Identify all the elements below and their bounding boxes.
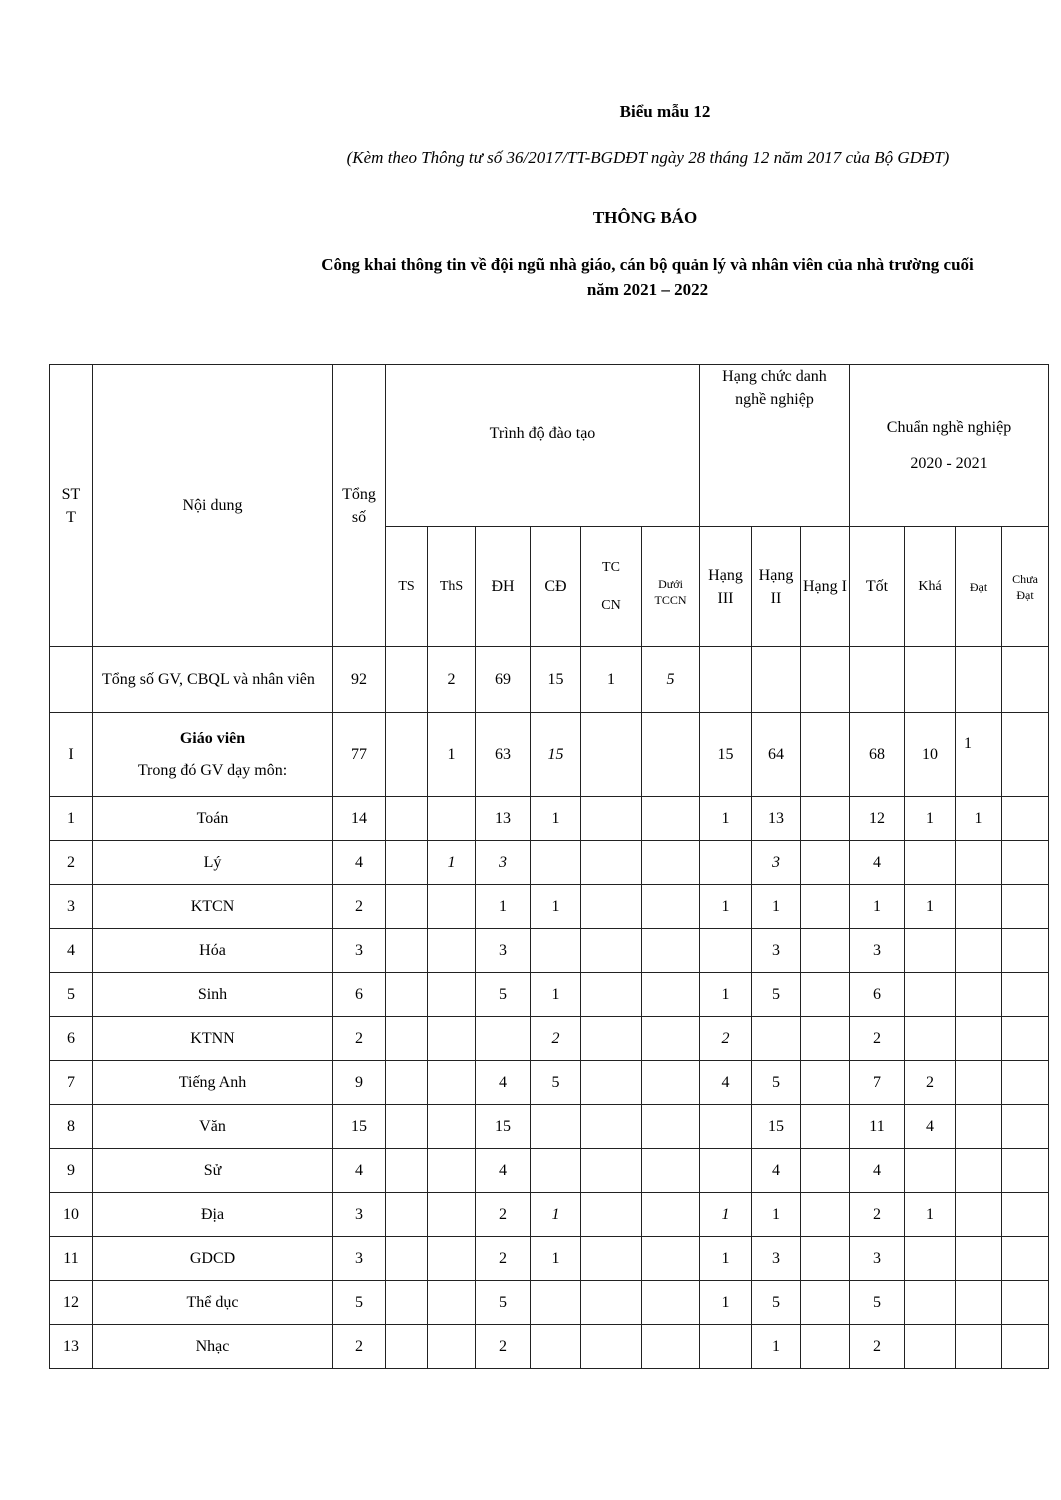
- cell-name: Địa: [93, 1193, 333, 1237]
- cell-ts: [386, 929, 428, 973]
- cell-rank2: 4: [752, 1149, 801, 1193]
- cell-fair: 4: [905, 1105, 956, 1149]
- cell-total: 9: [333, 1061, 386, 1105]
- cell-rank2: 13: [752, 797, 801, 841]
- cell-fail: [1002, 1281, 1049, 1325]
- cell-below: [642, 1193, 700, 1237]
- header-fair: Khá: [905, 527, 956, 647]
- header-standard-label: Chuẩn nghề nghiệp: [886, 418, 1012, 436]
- cell-tccn: [581, 1017, 642, 1061]
- cell-ths: [428, 1281, 476, 1325]
- subject-row: [50, 973, 1049, 1017]
- cell-pass: [956, 1149, 1002, 1193]
- cell-fair: 1: [905, 885, 956, 929]
- cell-name: Sinh: [93, 973, 333, 1017]
- cell-ts: [386, 1281, 428, 1325]
- cell-dh: 2: [476, 1237, 531, 1281]
- cell-below: [642, 1149, 700, 1193]
- cell-fail: [1002, 1325, 1049, 1369]
- cell-rank3: 1: [700, 1193, 752, 1237]
- cell-tccn: [581, 1237, 642, 1281]
- cell-ths: [428, 1325, 476, 1369]
- cell-fair: [905, 1325, 956, 1369]
- cell-dh: 5: [476, 973, 531, 1017]
- teachers-fail: [1002, 713, 1049, 797]
- cell-stt: 2: [50, 841, 93, 885]
- cell-tccn: [581, 1325, 642, 1369]
- teachers-fair: 10: [905, 713, 956, 797]
- cell-dh: 13: [476, 797, 531, 841]
- cell-cd: 1: [531, 1193, 581, 1237]
- cell-below: [642, 797, 700, 841]
- cell-good: 3: [850, 929, 905, 973]
- cell-good: 2: [850, 1017, 905, 1061]
- teachers-tccn: [581, 713, 642, 797]
- cell-good: 12: [850, 797, 905, 841]
- cell-ths: [428, 1149, 476, 1193]
- header-dh: ĐH: [476, 527, 531, 647]
- cell-tccn: [581, 1149, 642, 1193]
- cell-total: 2: [333, 1017, 386, 1061]
- header-stt: ST T: [50, 365, 93, 647]
- summary-row: [50, 647, 1049, 713]
- cell-dh: 15: [476, 1105, 531, 1149]
- cell-good: 2: [850, 1325, 905, 1369]
- cell-rank2: 5: [752, 1281, 801, 1325]
- cell-fail: [1002, 1105, 1049, 1149]
- summary-tccn: 1: [581, 647, 642, 713]
- header-fail: Chưa Đạt: [1002, 527, 1049, 647]
- cell-fair: [905, 973, 956, 1017]
- header-below-tccn: Dưới TCCN: [642, 527, 700, 647]
- cell-tccn: [581, 1105, 642, 1149]
- cell-rank3: 4: [700, 1061, 752, 1105]
- cell-pass: [956, 1325, 1002, 1369]
- cell-ths: [428, 1017, 476, 1061]
- cell-name: KTCN: [93, 885, 333, 929]
- cell-below: [642, 1237, 700, 1281]
- cell-stt: 13: [50, 1325, 93, 1369]
- header-professional-standard: [850, 365, 1049, 527]
- cell-dh: 4: [476, 1149, 531, 1193]
- cell-pass: [956, 1061, 1002, 1105]
- cell-fair: [905, 929, 956, 973]
- cell-total: 4: [333, 841, 386, 885]
- cell-rank2: 1: [752, 885, 801, 929]
- summary-ts: [386, 647, 428, 713]
- cell-ts: [386, 1017, 428, 1061]
- cell-good: 6: [850, 973, 905, 1017]
- summary-rank1: [801, 647, 850, 713]
- form-title: Biểu mẫu 12: [619, 102, 711, 121]
- teachers-rank2: 64: [752, 713, 801, 797]
- cell-rank3: [700, 1325, 752, 1369]
- cell-fail: [1002, 885, 1049, 929]
- cell-ts: [386, 885, 428, 929]
- teachers-cd: 15: [531, 713, 581, 797]
- cell-good: 3: [850, 1237, 905, 1281]
- teachers-good: 68: [850, 713, 905, 797]
- cell-pass: [956, 1105, 1002, 1149]
- cell-cd: 1: [531, 885, 581, 929]
- cell-stt: 8: [50, 1105, 93, 1149]
- header-rank3: Hạng III: [700, 527, 752, 647]
- cell-fail: [1002, 1237, 1049, 1281]
- staff-table: [49, 364, 1049, 1369]
- cell-total: 4: [333, 1149, 386, 1193]
- cell-rank3: [700, 1149, 752, 1193]
- cell-pass: [956, 1237, 1002, 1281]
- cell-rank1: [801, 841, 850, 885]
- cell-name: Văn: [93, 1105, 333, 1149]
- teachers-rank1: [801, 713, 850, 797]
- subject-row: [50, 797, 1049, 841]
- cell-rank1: [801, 885, 850, 929]
- cell-stt: 4: [50, 929, 93, 973]
- teachers-dh: 63: [476, 713, 531, 797]
- cell-rank2: 5: [752, 973, 801, 1017]
- cell-below: [642, 929, 700, 973]
- cell-rank1: [801, 1149, 850, 1193]
- cell-fair: [905, 1237, 956, 1281]
- summary-ths: 2: [428, 647, 476, 713]
- cell-pass: [956, 973, 1002, 1017]
- header-tccn-top: TC: [602, 559, 620, 575]
- cell-ths: [428, 1237, 476, 1281]
- summary-cd: 15: [531, 647, 581, 713]
- teachers-rank3: 15: [700, 713, 752, 797]
- cell-name: Tiếng Anh: [93, 1061, 333, 1105]
- cell-rank3: 1: [700, 1237, 752, 1281]
- cell-below: [642, 1325, 700, 1369]
- cell-ths: 1: [428, 841, 476, 885]
- summary-stt: [50, 647, 93, 713]
- cell-ts: [386, 1325, 428, 1369]
- cell-dh: [476, 1017, 531, 1061]
- header-ts: TS: [386, 527, 428, 647]
- subject-row: [50, 1193, 1049, 1237]
- cell-stt: 6: [50, 1017, 93, 1061]
- cell-fail: [1002, 1193, 1049, 1237]
- cell-tccn: [581, 885, 642, 929]
- summary-rank2: [752, 647, 801, 713]
- header-professional-rank: Hạng chức danh nghề nghiệp: [700, 365, 850, 527]
- cell-ths: [428, 1193, 476, 1237]
- header-pass: Đạt: [956, 527, 1002, 647]
- cell-rank1: [801, 1237, 850, 1281]
- cell-cd: [531, 1281, 581, 1325]
- cell-cd: 1: [531, 797, 581, 841]
- cell-rank1: [801, 1281, 850, 1325]
- summary-below-tccn: 5: [642, 647, 700, 713]
- header-good: Tốt: [850, 527, 905, 647]
- cell-fair: 1: [905, 1193, 956, 1237]
- cell-ts: [386, 841, 428, 885]
- cell-stt: 11: [50, 1237, 93, 1281]
- cell-dh: 5: [476, 1281, 531, 1325]
- cell-dh: 2: [476, 1193, 531, 1237]
- cell-rank1: [801, 1017, 850, 1061]
- cell-tccn: [581, 1281, 642, 1325]
- subject-row: [50, 1149, 1049, 1193]
- subject-row: [50, 1105, 1049, 1149]
- cell-fair: [905, 1281, 956, 1325]
- cell-pass: 1: [956, 797, 1002, 841]
- cell-good: 5: [850, 1281, 905, 1325]
- header-rank1: Hạng I: [801, 527, 850, 647]
- summary-total: 92: [333, 647, 386, 713]
- cell-ts: [386, 1237, 428, 1281]
- cell-name: Hóa: [93, 929, 333, 973]
- cell-fail: [1002, 797, 1049, 841]
- cell-rank1: [801, 929, 850, 973]
- cell-rank1: [801, 973, 850, 1017]
- cell-rank1: [801, 1061, 850, 1105]
- teachers-cell: [93, 713, 333, 797]
- header-standard-year: 2020 - 2021: [910, 454, 988, 472]
- cell-name: GDCD: [93, 1237, 333, 1281]
- cell-pass: [956, 1017, 1002, 1061]
- cell-ths: [428, 973, 476, 1017]
- cell-ths: [428, 1061, 476, 1105]
- cell-good: 1: [850, 885, 905, 929]
- summary-pass: [956, 647, 1002, 713]
- cell-name: Lý: [93, 841, 333, 885]
- cell-tccn: [581, 797, 642, 841]
- cell-below: [642, 1061, 700, 1105]
- header-cd: CĐ: [531, 527, 581, 647]
- cell-stt: 5: [50, 973, 93, 1017]
- cell-stt: 12: [50, 1281, 93, 1325]
- cell-cd: [531, 841, 581, 885]
- summary-dh: 69: [476, 647, 531, 713]
- cell-cd: [531, 1105, 581, 1149]
- teachers-stt: I: [50, 713, 93, 797]
- cell-rank2: 1: [752, 1325, 801, 1369]
- header-total: Tổng số: [333, 365, 386, 647]
- subject-row: [50, 1237, 1049, 1281]
- cell-rank1: [801, 1325, 850, 1369]
- cell-rank3: 1: [700, 797, 752, 841]
- header-rank2: Hạng II: [752, 527, 801, 647]
- cell-good: 7: [850, 1061, 905, 1105]
- cell-rank3: 2: [700, 1017, 752, 1061]
- header-tccn-bottom: CN: [601, 597, 621, 613]
- cell-fair: 2: [905, 1061, 956, 1105]
- cell-tccn: [581, 1061, 642, 1105]
- cell-rank3: 1: [700, 973, 752, 1017]
- cell-stt: 3: [50, 885, 93, 929]
- cell-cd: 5: [531, 1061, 581, 1105]
- cell-rank2: 3: [752, 1237, 801, 1281]
- cell-below: [642, 973, 700, 1017]
- cell-name: Toán: [93, 797, 333, 841]
- subject-row: [50, 1281, 1049, 1325]
- cell-rank1: [801, 797, 850, 841]
- cell-total: 5: [333, 1281, 386, 1325]
- cell-good: 4: [850, 841, 905, 885]
- cell-below: [642, 885, 700, 929]
- cell-dh: 3: [476, 841, 531, 885]
- cell-fail: [1002, 1061, 1049, 1105]
- cell-rank3: [700, 1105, 752, 1149]
- cell-name: Nhạc: [93, 1325, 333, 1369]
- cell-total: 3: [333, 1193, 386, 1237]
- cell-rank2: 3: [752, 929, 801, 973]
- cell-stt: 1: [50, 797, 93, 841]
- notice-title: THÔNG BÁO: [592, 208, 698, 227]
- cell-total: 2: [333, 885, 386, 929]
- cell-pass: [956, 841, 1002, 885]
- cell-pass: [956, 885, 1002, 929]
- cell-fair: 1: [905, 797, 956, 841]
- cell-ts: [386, 1149, 428, 1193]
- subject-row: [50, 929, 1049, 973]
- cell-rank2: 5: [752, 1061, 801, 1105]
- cell-rank2: [752, 1017, 801, 1061]
- teachers-ts: [386, 713, 428, 797]
- notice-description: Công khai thông tin về đội ngũ nhà giáo, cán bộ quản lý và nhân viên của nhà trường cuối năm 2021 – 2022: [321, 255, 974, 299]
- cell-rank3: 1: [700, 885, 752, 929]
- summary-name: Tổng số GV, CBQL và nhân viên: [93, 647, 333, 713]
- cell-rank3: [700, 929, 752, 973]
- cell-total: 14: [333, 797, 386, 841]
- cell-below: [642, 841, 700, 885]
- cell-total: 15: [333, 1105, 386, 1149]
- cell-ts: [386, 1193, 428, 1237]
- cell-good: 4: [850, 1149, 905, 1193]
- cell-dh: 4: [476, 1061, 531, 1105]
- cell-fair: [905, 841, 956, 885]
- subject-row: [50, 885, 1049, 929]
- cell-tccn: [581, 1193, 642, 1237]
- cell-ts: [386, 1061, 428, 1105]
- cell-stt: 10: [50, 1193, 93, 1237]
- cell-cd: [531, 929, 581, 973]
- cell-pass: [956, 1281, 1002, 1325]
- header-training-level: Trình độ đào tạo: [386, 365, 700, 527]
- teachers-ths: 1: [428, 713, 476, 797]
- cell-cd: 2: [531, 1017, 581, 1061]
- cell-rank1: [801, 1105, 850, 1149]
- cell-fair: [905, 1149, 956, 1193]
- subject-row: [50, 841, 1049, 885]
- cell-name: KTNN: [93, 1017, 333, 1061]
- header-tccn: [581, 527, 642, 647]
- cell-cd: 1: [531, 1237, 581, 1281]
- cell-tccn: [581, 841, 642, 885]
- cell-below: [642, 1017, 700, 1061]
- cell-ths: [428, 1105, 476, 1149]
- cell-tccn: [581, 929, 642, 973]
- cell-rank1: [801, 1193, 850, 1237]
- cell-stt: 9: [50, 1149, 93, 1193]
- cell-ths: [428, 797, 476, 841]
- cell-fail: [1002, 929, 1049, 973]
- cell-rank3: 1: [700, 1281, 752, 1325]
- cell-cd: [531, 1325, 581, 1369]
- header-content: Nội dung: [93, 365, 333, 647]
- teachers-pass: 1: [956, 713, 1002, 797]
- cell-total: 6: [333, 973, 386, 1017]
- teachers-below-tccn: [642, 713, 700, 797]
- subject-row: [50, 1017, 1049, 1061]
- cell-total: 2: [333, 1325, 386, 1369]
- cell-fail: [1002, 1149, 1049, 1193]
- cell-name: Thể dục: [93, 1281, 333, 1325]
- cell-rank3: [700, 841, 752, 885]
- cell-cd: [531, 1149, 581, 1193]
- cell-below: [642, 1281, 700, 1325]
- teachers-subnote: Trong đó GV dạy môn:: [137, 761, 288, 779]
- cell-pass: [956, 1193, 1002, 1237]
- summary-rank3: [700, 647, 752, 713]
- cell-good: 2: [850, 1193, 905, 1237]
- cell-stt: 7: [50, 1061, 93, 1105]
- subject-row: [50, 1061, 1049, 1105]
- cell-ths: [428, 929, 476, 973]
- cell-cd: 1: [531, 973, 581, 1017]
- cell-fail: [1002, 973, 1049, 1017]
- summary-good: [850, 647, 905, 713]
- cell-good: 11: [850, 1105, 905, 1149]
- cell-fail: [1002, 841, 1049, 885]
- header-ths: ThS: [428, 527, 476, 647]
- cell-rank2: 3: [752, 841, 801, 885]
- cell-ts: [386, 1105, 428, 1149]
- summary-fail: [1002, 647, 1049, 713]
- cell-ts: [386, 973, 428, 1017]
- cell-fair: [905, 1017, 956, 1061]
- subject-row: [50, 1325, 1049, 1369]
- cell-name: Sử: [93, 1149, 333, 1193]
- teachers-row: [50, 713, 1049, 797]
- cell-ts: [386, 797, 428, 841]
- cell-rank2: 15: [752, 1105, 801, 1149]
- cell-ths: [428, 885, 476, 929]
- cell-below: [642, 1105, 700, 1149]
- summary-fair: [905, 647, 956, 713]
- cell-fail: [1002, 1017, 1049, 1061]
- circular-reference: (Kèm theo Thông tư số 36/2017/TT-BGDĐT ngày 28 tháng 12 năm 2017 của Bộ GDĐT): [346, 148, 950, 167]
- cell-dh: 3: [476, 929, 531, 973]
- teachers-name: Giáo viên: [179, 729, 246, 747]
- cell-rank2: 1: [752, 1193, 801, 1237]
- cell-total: 3: [333, 1237, 386, 1281]
- cell-tccn: [581, 973, 642, 1017]
- cell-total: 3: [333, 929, 386, 973]
- cell-dh: 2: [476, 1325, 531, 1369]
- teachers-total: 77: [333, 713, 386, 797]
- cell-pass: [956, 929, 1002, 973]
- cell-dh: 1: [476, 885, 531, 929]
